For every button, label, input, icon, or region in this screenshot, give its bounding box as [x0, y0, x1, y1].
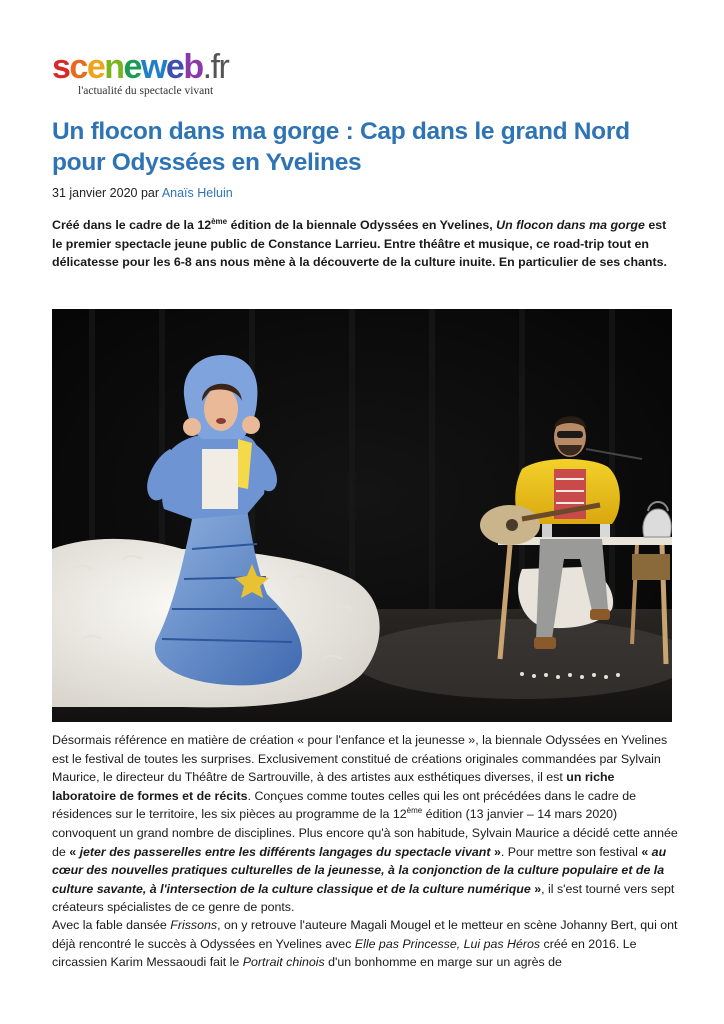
show-title: Frissons	[170, 918, 218, 932]
article-paragraph	[52, 731, 678, 917]
site-logo[interactable]	[52, 50, 228, 97]
para-bold: «	[69, 844, 80, 859]
shoe	[590, 609, 610, 620]
para-text: Avec la fable dansée	[52, 918, 171, 932]
stage-photo	[52, 309, 672, 722]
para-text: Désormais référence en matière de création « pour l'enfance et la jeunesse », la biennale Odyssées en Yvelines est le festival de toutes les surprises. Exclusivement constitué de créations originales commandées par Sylvain Maurice, le directeur du Théâtre de Sartrouville, à des artistes aux esthétiques diverses, il est	[52, 733, 668, 785]
para-bold: »	[530, 881, 542, 896]
sunglasses	[557, 431, 583, 438]
logo-letter: b	[183, 48, 203, 86]
lead-sup: ème	[211, 216, 228, 226]
hand-left	[183, 418, 201, 436]
logo-wordmark	[52, 50, 228, 84]
article-paragraph	[52, 916, 678, 972]
show-title: Elle pas Princesse, Lui pas Héros	[354, 936, 541, 951]
logo-letter: n	[104, 48, 124, 86]
para-text: édition (13 janvier – 14 mars 2020) convoquent un grand nombre de disciplines. Plus encore qu'à son habitude, Sylvain Maurice a décidé cette année de	[52, 807, 678, 859]
show-title: Portrait chinois	[242, 955, 325, 970]
quote-italic: au cœur des nouvelles pratiques culturelles de la jeunesse, à la conjonction de la culture populaire et de la culture savante, à l'intersection de la culture classique et de la culture numérique	[52, 844, 667, 896]
para-text: . Pour mettre son festival	[500, 844, 642, 859]
guitar-hole	[506, 519, 518, 531]
cup	[600, 523, 610, 537]
logo-letter: s	[52, 48, 70, 86]
para-sup: ème	[406, 806, 423, 816]
article-byline	[52, 186, 233, 200]
logo-letter: e	[123, 48, 141, 86]
para-text: , il s'est tourné vers sept créateurs spécialistes de ce genre de ponts.	[52, 881, 675, 915]
quote-text	[80, 845, 491, 859]
mouth	[216, 418, 226, 424]
logo-tagline: l'actualité du spectacle vivant	[78, 85, 214, 97]
para-bold: un riche laboratoire de formes et de récits	[52, 770, 615, 803]
box	[632, 554, 670, 580]
shirt	[202, 449, 238, 509]
show-title: Un flocon dans ma gorge	[496, 218, 645, 232]
para-bold: «	[641, 844, 652, 859]
face	[204, 387, 238, 431]
logo-letter: w	[140, 48, 166, 86]
logo-tld: .fr	[202, 48, 229, 86]
lead-text: Créé dans le cadre de la 12	[52, 218, 212, 232]
para-text: d'un bonhomme en marge sur un agrès de	[324, 955, 562, 970]
shoe	[534, 637, 556, 649]
para-text: . Conçues comme toutes celles qui les ont précédées dans le cadre de résidences sur le territoire, les six pièces au programme de la 12	[52, 788, 637, 822]
para-text: créé en 2016. Le circassien Karim Messaoudi fait le	[52, 936, 637, 970]
logo-letter: e	[86, 48, 105, 86]
byline-date: 31 janvier 2020 par	[52, 186, 162, 200]
para-bold: »	[490, 844, 501, 859]
para-text: , on y retrouve l'auteure Magali Mougel et le metteur en scène Johanny Bert, qui ont déjà rencontré le succès à Odyssées en Yvelines avec	[52, 918, 678, 951]
quote-italic: jeter des passerelles entre les différents langages du spectacle vivant	[79, 844, 491, 859]
hand-right	[242, 416, 260, 434]
lead-text: édition de la biennale Odyssées en Yvelines,	[227, 218, 497, 232]
article-lead	[52, 216, 678, 272]
lead-text: est le premier spectacle jeune public de Constance Larrieu. Entre théâtre et musique, ce road-trip tout en délicatesse pour les 6-8 ans nous mène à la découverte de la culture inuite. En particulier de ses chants.	[52, 218, 667, 270]
logo-letter: c	[69, 48, 87, 86]
article-title: Un flocon dans ma gorge : Cap dans le grand Nord pour Odyssées en Yvelines	[52, 118, 630, 176]
logo-letter: e	[165, 48, 184, 86]
author-link[interactable]: Anaïs Heluin	[161, 186, 233, 200]
